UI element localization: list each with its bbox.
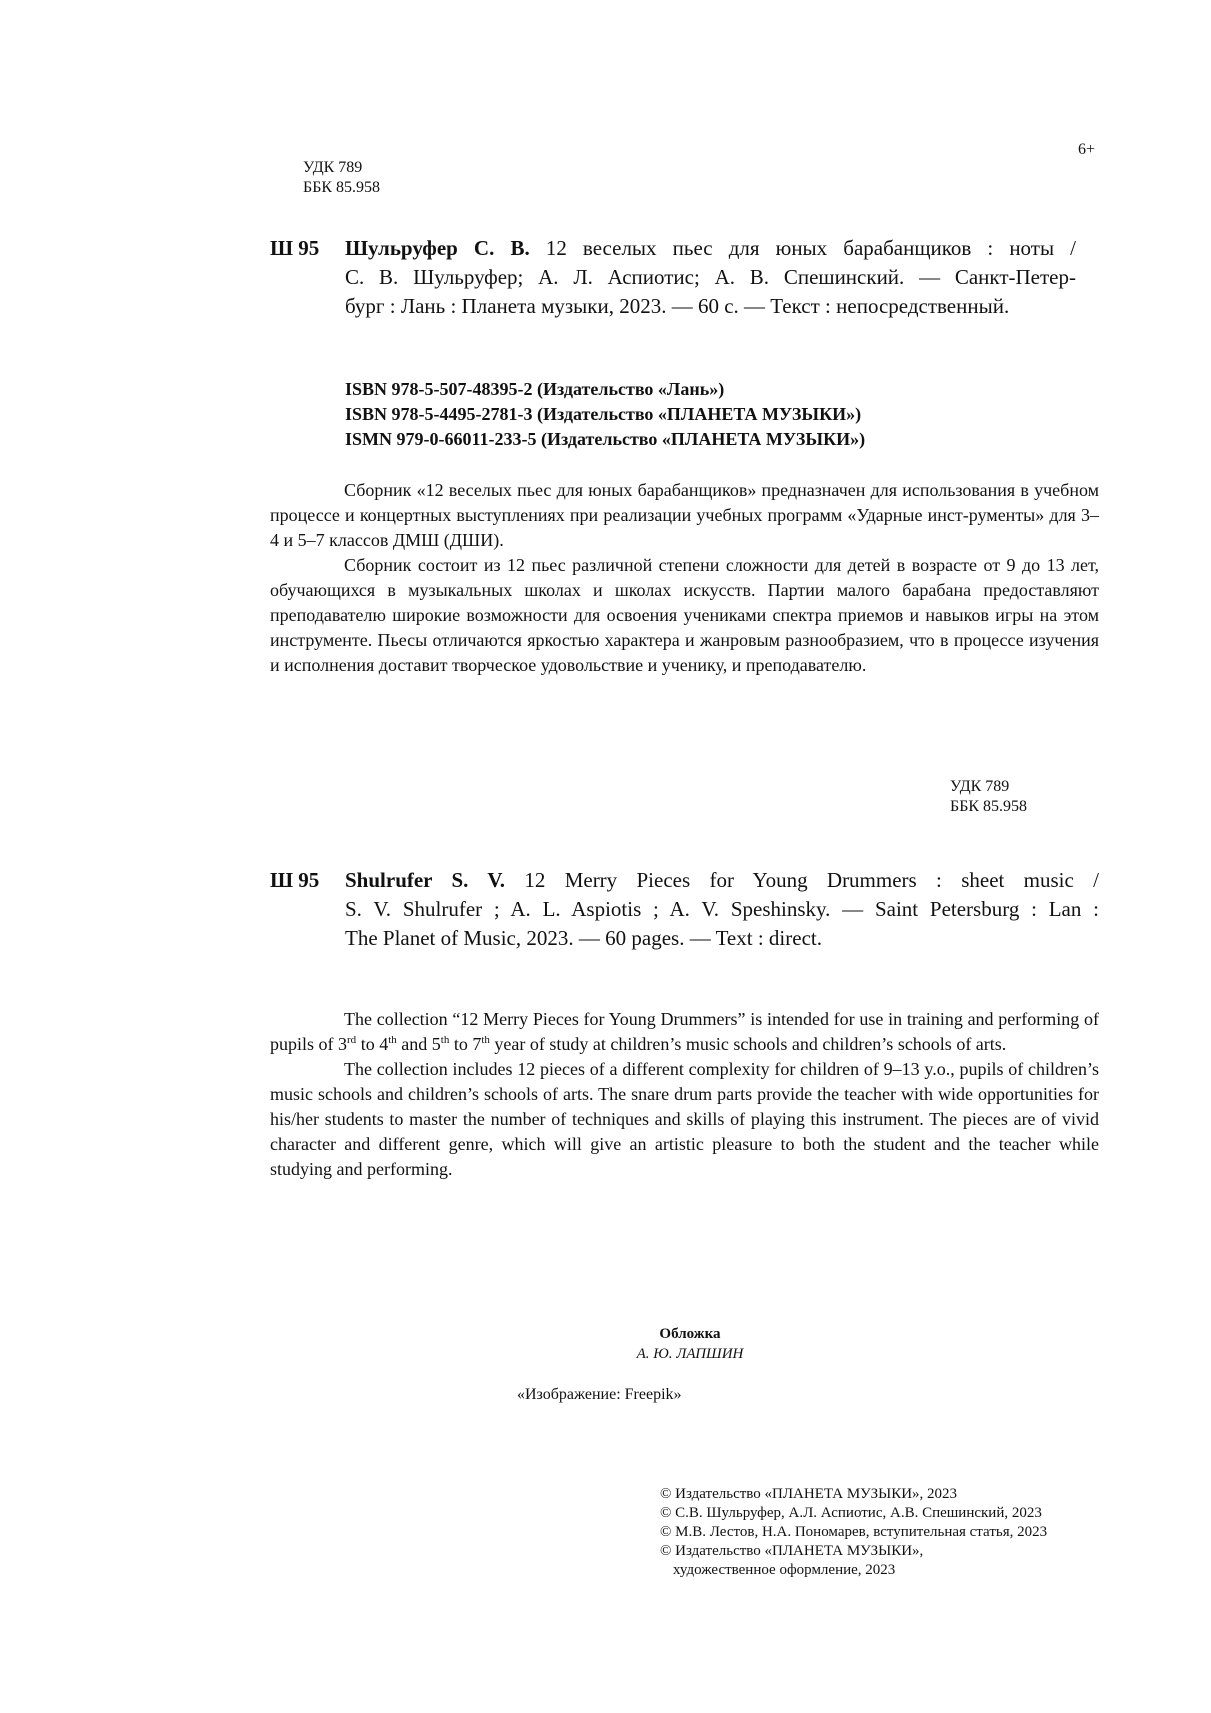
abstract-en-paragraph-2: The collection includes 12 pieces of a different complexity for children of 9–13 y.o., pupils of children’s music schools and children’s schools of arts. The snare drum parts provide the teacher with wide opportunities for his/her students to master the number of techniques and skills of playing this instrument. The pieces are of vivid character and different genre, which will give an artistic pleasure to both the student and the teacher while studying and performing. [270, 1059, 1099, 1179]
isbn-block [345, 377, 865, 452]
abstract-ru [270, 478, 1099, 678]
udk-bbk-block-en [950, 777, 1027, 817]
abstract-en-paragraph-1: The collection “12 Merry Pieces for Young Drummers” is intended for use in training and performing of pupils of 3rd to 4th and 5th to 7th year of study at children’s music schools and children’s schools of arts. [270, 1009, 1099, 1054]
bbk-code-en: ББК 85.958 [950, 798, 1028, 815]
copyright-line-4: © Издательство «ПЛАНЕТА МУЗЫКИ», [660, 1543, 924, 1559]
bib-entry-line-3: бург : Лань : Планета музыки, 2023. — 60 с. — Текст : непосредственный. [345, 294, 1010, 318]
title-ru: 12 веселых пьес для юных барабанщиков : ноты / [545, 236, 1076, 260]
copyright-line-1: © Издательство «ПЛАНЕТА МУЗЫКИ», 2023 [660, 1486, 958, 1502]
copyright-line-5: художественное оформление, 2023 [673, 1562, 896, 1578]
udk-code: УДК 789 [303, 159, 363, 176]
isbn-planeta: ISBN 978-5-4495-2781-3 (Издательство «ПЛАНЕТА МУЗЫКИ») [345, 404, 862, 424]
bib-entry-ru-cont [345, 263, 1076, 321]
title-en: 12 Merry Pieces for Young Drummers : sheet music / [524, 868, 1099, 892]
age-rating: 6+ [1078, 141, 1096, 158]
udk-code-en: УДК 789 [950, 778, 1010, 795]
bib-entry-en-line-1 [345, 866, 1099, 895]
author-en: Shulrufer S. V. [345, 868, 506, 892]
shelf-code-en: Ш 95 [270, 868, 320, 892]
copyright-line-2: © С.В. Шульруфер, А.Л. Аспиотис, А.В. Спешинский, 2023 [660, 1505, 1042, 1521]
abstract-en [270, 1007, 1099, 1182]
cover-artist: А. Ю. ЛАПШИН [636, 1346, 744, 1362]
cover-label: Обложка [659, 1326, 721, 1342]
author-ru: Шульруфер С. В. [345, 236, 530, 260]
cover-credit [580, 1324, 800, 1364]
ismn-planeta: ISMN 979-0-66011-233-5 (Издательство «ПЛАНЕТА МУЗЫКИ») [345, 429, 866, 449]
bib-entry-line-2: С. В. Шульруфер; А. Л. Аспиотис; А. В. Спешинский. — Санкт-Петер- [345, 265, 1076, 289]
copyright-block [660, 1485, 1047, 1580]
bbk-code: ББК 85.958 [303, 179, 381, 196]
image-credit: «Изображение: Freepik» [517, 1386, 682, 1403]
udk-bbk-block-ru [303, 158, 380, 198]
abstract-ru-paragraph-1: Сборник «12 веселых пьес для юных барабанщиков» предназначен для использования в учебном процессе и концертных выступлениях при реализации учебных программ «Ударные инст-рументы» для 3–4 и 5–7 классов ДМШ (ДШИ). [270, 480, 1099, 550]
isbn-lan: ISBN 978-5-507-48395-2 (Издательство «Лань») [345, 379, 725, 399]
abstract-ru-paragraph-2: Сборник состоит из 12 пьес различной степени сложности для детей в возрасте от 9 до 13 лет, обучающихся в музыкальных школах и школах искусств. Партии малого барабана предоставляют преподавателю широкие возможности для освоения учениками спектра приемов и навыков игры на этом инструменте. Пьесы отличаются яркостью характера и жанровым разнообразием, что в процессе изучения и исполнения доставит творческое удовольствие и ученику, и преподавателю. [270, 555, 1099, 675]
bib-entry-ru [345, 234, 1076, 263]
bib-entry-line-1 [345, 234, 1076, 263]
bib-entry-en-line-3: The Planet of Music, 2023. — 60 pages. — Text : direct. [345, 926, 822, 950]
shelf-code-ru: Ш 95 [270, 236, 320, 260]
bib-entry-en-line-2: S. V. Shulrufer ; A. L. Aspiotis ; A. V. Speshinsky. — Saint Petersburg : Lan : [345, 897, 1099, 921]
bib-entry-en [345, 866, 1099, 953]
copyright-line-3: © М.В. Лестов, Н.А. Пономарев, вступительная статья, 2023 [660, 1524, 1048, 1540]
